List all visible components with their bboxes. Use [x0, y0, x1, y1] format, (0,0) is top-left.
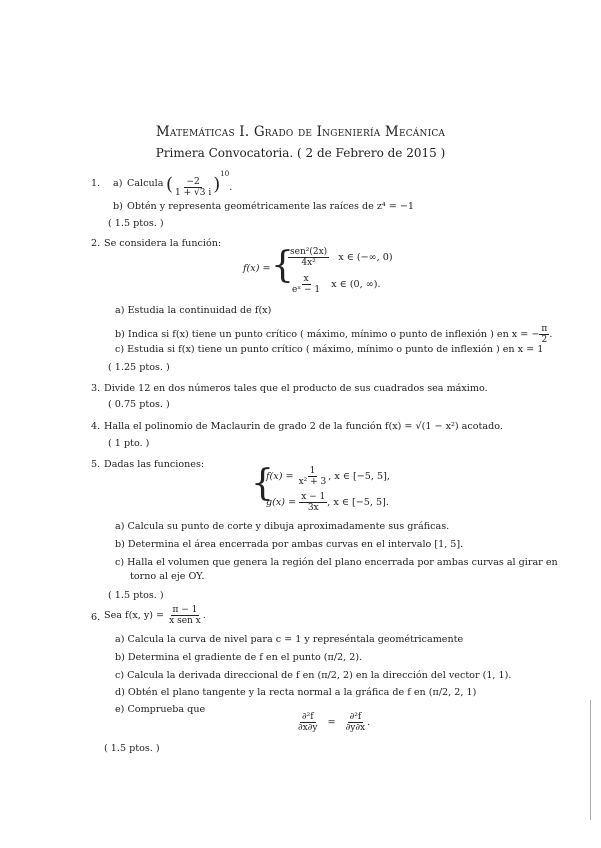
q2-b-end: . — [549, 329, 553, 340]
q1-b-label: b) — [113, 201, 123, 212]
q6-eq-right-num: ∂²f — [349, 712, 362, 722]
q6-f-fraction — [167, 605, 203, 626]
q2-points: ( 1.25 ptos. ) — [108, 362, 170, 373]
paren-left: ( — [166, 174, 174, 195]
q6-e: e) Comprueba que — [115, 704, 206, 715]
q2-a: a) Estudia la continuidad de f(x) — [115, 305, 272, 316]
q2-case1-num: sen²(2x) — [290, 247, 328, 257]
q2-brace: { — [271, 245, 294, 286]
q6-eq-left-num: ∂²f — [301, 712, 314, 722]
q5-f-fraction — [297, 466, 329, 487]
q1-a-exponent: 10 — [220, 170, 230, 178]
q2-case2-den: eˣ − 1 — [292, 285, 321, 295]
q2-fx: f(x) = — [243, 263, 271, 274]
q1-b-text: Obtén y representa geométricamente las raíces de z⁴ = −1 — [127, 201, 415, 212]
q2-b — [115, 324, 552, 345]
q1-a-expression — [166, 168, 232, 198]
q1-a-text: Calcula — [127, 178, 164, 189]
q1-a-numerator: −2 — [186, 177, 200, 187]
q1-a-denominator: 1 + √3 i — [175, 188, 212, 198]
q2-intro: Se considera la función: — [104, 238, 222, 249]
q3-number: 3. — [91, 383, 101, 394]
q2-case2-fraction — [290, 274, 322, 295]
q6-equation — [296, 712, 370, 733]
q3-points: ( 0.75 ptos. ) — [108, 399, 170, 410]
q4-text: Halla el polinomio de Maclaurin de grado 2 de la función f(x) = √(1 − x²) acotado. — [104, 421, 503, 432]
q6-eq-right — [344, 712, 367, 733]
q6-a: a) Calcula la curva de nivel para c = 1 y represéntala geométricamente — [115, 634, 464, 645]
q5-f — [266, 466, 390, 487]
q5-b: b) Determina el área encerrada por ambas curvas en el intervalo [1, 5]. — [115, 539, 464, 550]
q5-f-lhs: f(x) = — [266, 471, 294, 482]
q5-g-fraction — [299, 492, 327, 513]
q6-intro: Sea f(x, y) = — [104, 610, 165, 621]
q6-eq-left — [296, 712, 319, 733]
q1-a-label: a) — [113, 178, 123, 189]
q2-case1 — [288, 247, 393, 268]
q6-eq-left-den: ∂x∂y — [298, 723, 318, 733]
q5-f-domain: , x ∈ [−5, 5], — [328, 471, 390, 482]
q2-case1-domain: x ∈ (−∞, 0) — [338, 252, 393, 263]
exam-title: Matemáticas I. Grado de Ingeniería Mecánica — [155, 124, 446, 140]
q6-intro-line — [104, 605, 206, 626]
q6-eq-right-den: ∂y∂x — [345, 723, 366, 733]
q2-case2-domain: x ∈ (0, ∞). — [331, 279, 381, 290]
q6-eq-mid: = — [327, 717, 336, 728]
q3-text: Divide 12 en dos números tales que el producto de sus cuadrados sea máximo. — [104, 383, 488, 394]
q6-points: ( 1.5 ptos. ) — [104, 743, 160, 754]
page-edge-shadow — [590, 700, 601, 820]
q6-f-end: . — [202, 610, 206, 621]
q5-g-den: 3x — [307, 503, 319, 513]
q2-case1-den: 4x² — [301, 258, 316, 268]
q5-f-den: x² + 3 — [298, 477, 327, 487]
q1-a-fraction — [173, 177, 213, 198]
exam-subtitle: Primera Convocatoria. ( 2 de Febrero de 2015 ) — [155, 146, 446, 160]
q5-points: ( 1.5 ptos. ) — [108, 590, 164, 601]
q2-case2-num: x — [303, 274, 309, 284]
q5-a: a) Calcula su punto de corte y dibuja aproximadamente sus gráficas. — [115, 521, 450, 532]
q6-f-den: x sen x — [169, 616, 201, 626]
q5-brace: { — [251, 463, 274, 504]
q2-b-fraction — [539, 324, 549, 345]
q4-points: ( 1 pto. ) — [108, 438, 150, 449]
q2-case1-fraction — [288, 247, 329, 268]
q5-number: 5. — [91, 459, 101, 470]
q6-number: 6. — [91, 612, 101, 623]
q5-intro: Dadas las funciones: — [104, 459, 205, 470]
q2-number: 2. — [91, 238, 101, 249]
q5-c1: c) Halla el volumen que genera la región del plano encerrada por ambas curvas al girar en — [115, 557, 558, 568]
q6-b: b) Determina el gradiente de f en el punto (π/2, 2). — [115, 652, 363, 663]
q1-a-end: . — [229, 182, 233, 193]
q6-d: d) Obtén el plano tangente y la recta normal a la gráfica de f en (π/2, 2, 1) — [115, 687, 477, 698]
q1-points: ( 1.5 ptos. ) — [108, 218, 164, 229]
q5-c2: torno al eje OY. — [130, 571, 205, 582]
q6-eq-end: . — [367, 717, 371, 728]
q6-f-num: π − 1 — [172, 605, 198, 615]
q2-b-num: π — [541, 324, 548, 334]
q5-g-lhs: g(x) = — [266, 497, 297, 508]
q5-g-domain: , x ∈ [−5, 5]. — [327, 497, 389, 508]
q2-b-den: 2 — [541, 335, 548, 345]
q5-f-num: 1 — [309, 466, 316, 476]
q2-c: c) Estudia si f(x) tiene un punto crítico ( máximo, mínimo o punto de inflexión ) en x = 1 — [115, 344, 544, 355]
q5-g-num: x − 1 — [301, 492, 326, 502]
q5-g — [266, 492, 389, 513]
paren-right: ) — [213, 174, 221, 195]
q1-number: 1. — [91, 178, 101, 189]
q2-case2 — [290, 274, 381, 295]
q6-c: c) Calcula la derivada direccional de f en (π/2, 2) en la dirección del vector (1, 1). — [115, 670, 512, 681]
q4-number: 4. — [91, 421, 101, 432]
q2-b-text: b) Indica si f(x) tiene un punto crítico ( máximo, mínimo o punto de inflexión ) en x = − — [115, 329, 540, 340]
